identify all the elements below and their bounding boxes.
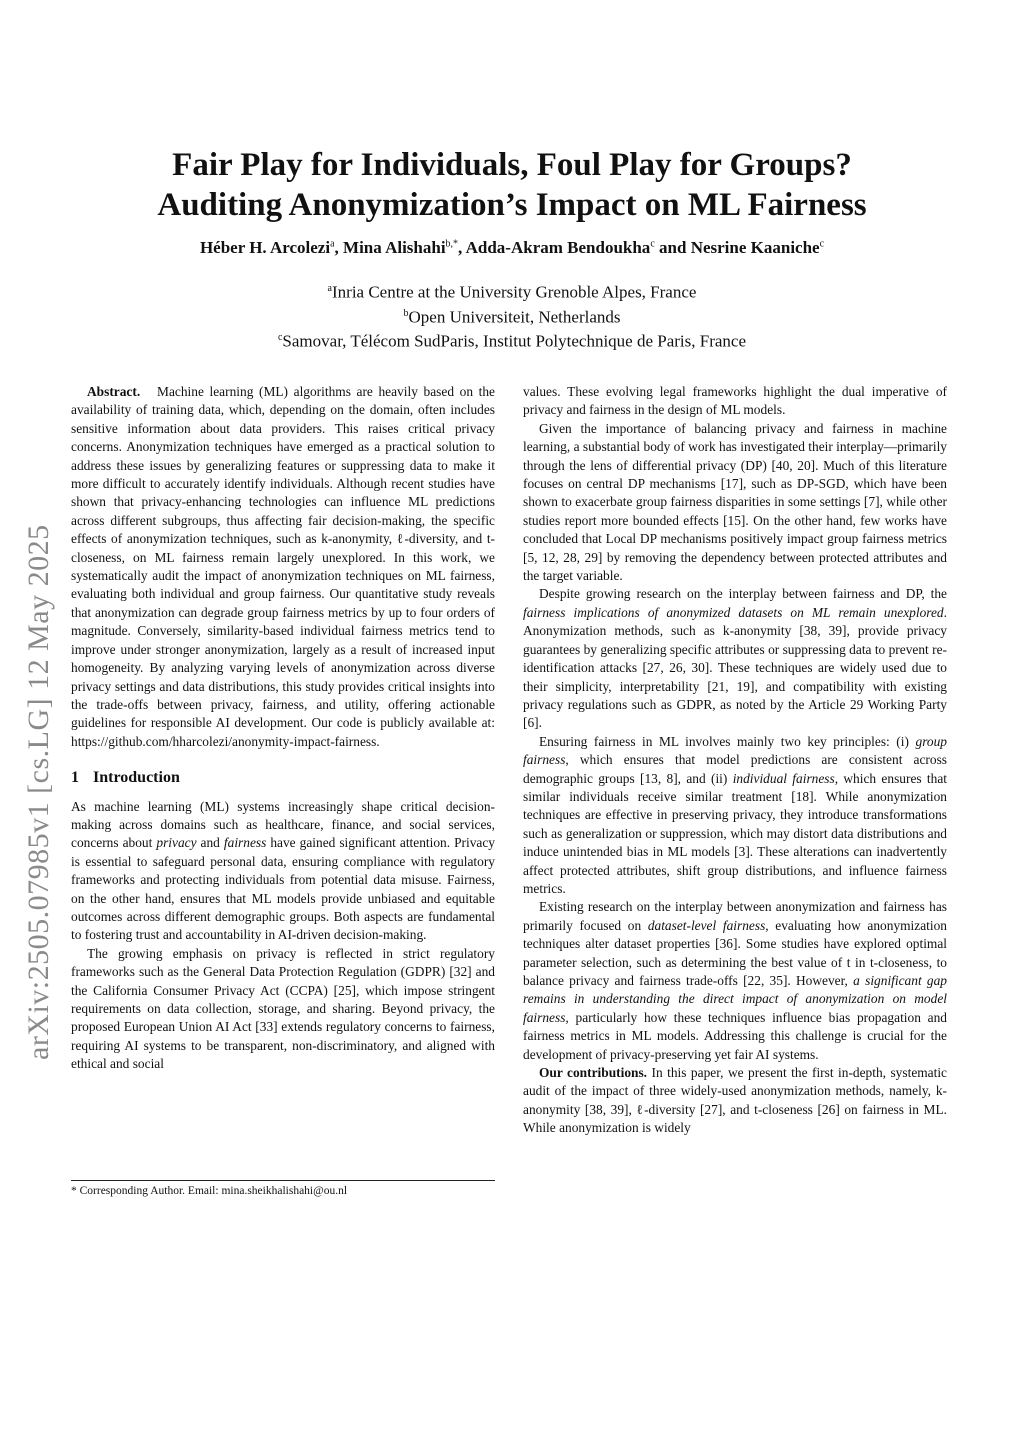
arxiv-sidebar-id: arXiv:2505.07985v1 [cs.LG] 12 May 2025 — [22, 524, 55, 1060]
author-separator: , — [458, 238, 466, 257]
text-run: and — [196, 835, 224, 851]
emphasis-run: fairness implications of anonymized datasets on ML remain unexplored — [523, 604, 944, 620]
right-paragraph-5 — [523, 1064, 947, 1138]
author-affil-mark: c — [819, 238, 825, 250]
affiliation — [80, 303, 944, 328]
section-number: 1 — [71, 769, 79, 787]
author-name: Nesrine Kaaniche — [690, 238, 820, 257]
text-run: Ensuring fairness in ML involves mainly two key principles: (i) — [539, 733, 916, 749]
emphasis-dataset-level-fairness: dataset-level fairness — [647, 917, 766, 933]
affiliation-mark: b — [403, 307, 409, 319]
abstract-paragraph — [71, 383, 495, 751]
author-affil-mark: c — [650, 238, 655, 250]
affiliation — [80, 327, 944, 352]
right-paragraph-4 — [523, 898, 947, 1064]
text-run: , which ensures that model predictions are consistent across demographic groups [13, 8], and (ii) — [523, 752, 947, 786]
text-run: , particularly how these techniques influence bias propagation and fairness metrics in ML models. Addressing this challenge is crucial for the development of privacy-preserving yet fair AI systems. — [523, 1009, 947, 1062]
author-name: Mina Alishahi — [343, 238, 446, 257]
affiliation-mark: c — [277, 332, 283, 344]
text-run: , evaluating how anonymization techniques alter dataset properties [36]. Some studies have explored optimal parameter selection, such as determining the best value of t in t-closeness, to balance privacy and fairness trade-offs [22, 35]. However, — [523, 917, 947, 988]
title-line-1: Fair Play for Individuals, Foul Play for Groups? — [172, 147, 852, 183]
author-name: Héber H. Arcolezi — [199, 238, 331, 257]
abstract-label: Abstract. — [87, 384, 141, 399]
text-run: As machine learning (ML) systems increasingly shape critical decision-making across domains such as healthcare, finance, and social services, concerns about — [71, 798, 495, 851]
left-column — [71, 383, 495, 1074]
affiliation-list — [80, 278, 944, 352]
contributions-label: Our contributions. — [539, 1065, 648, 1081]
affiliation-text: Open Universiteit, Netherlands — [408, 307, 621, 327]
author-affil-mark: b,* — [445, 238, 459, 250]
author-affil-mark: a — [330, 238, 335, 250]
affiliation-text: Inria Centre at the University Grenoble Alpes, France — [332, 282, 697, 302]
emphasis-individual-fairness: individual fairness — [732, 770, 835, 786]
text-run: have gained significant attention. Privacy is essential to safeguard personal data, ensuring compliance with regulatory frameworks and protecting individuals from potential data misuse. Fairness, on the other hand, ensures that ML models provide unbiased and equitable outcomes across different demographic groups. Both aspects are fundamental to fostering trust and accountability in AI-driven decision-making. — [71, 835, 496, 943]
title-line-2: Auditing Anonymization’s Impact on ML Fairness — [157, 187, 867, 223]
intro-paragraph-2: The growing emphasis on privacy is reflected in strict regulatory frameworks such as the General Data Protection Regulation (GDPR) [32] and the California Consumer Privacy Act (CCPA) [25], which impose stringent requirements on data collection, storage, and sharing. Beyond privacy, the proposed European Union AI Act [33] extends regulatory concerns to fairness, requiring AI systems to be transparent, non-discriminatory, and aligned with ethical and social — [71, 945, 495, 1072]
author-list — [80, 238, 944, 258]
section-heading-introduction — [71, 769, 495, 787]
text-run: Existing research on the interplay between anonymization and fairness has primarily focused on — [523, 899, 947, 933]
right-paragraph-2 — [523, 585, 947, 732]
right-paragraph-0: values. These evolving legal frameworks highlight the dual imperative of privacy and fairness in the design of ML models. — [523, 384, 947, 418]
text-run: . Anonymization methods, such as k-anonymity [38, 39], provide privacy guarantees by generalizing specific attributes or suppressing data to prevent re-identification attacks [27, 26, 30]. These techniques are widely used due to their simplicity, interpretability [21, 19], and compatibility with existing privacy regulations such as GDPR, as noted by the Article 29 Working Party [6]. — [523, 604, 947, 731]
affiliation-text: Samovar, Télécom SudParis, Institut Polytechnique de Paris, France — [282, 331, 747, 351]
emphasis-fairness: fairness — [223, 835, 267, 851]
affiliation-mark: a — [327, 283, 332, 294]
text-run: , which ensures that similar individuals receive similar treatment [18]. While anonymization techniques are effective in preserving privacy, they introduce transformations such as generalization or suppression, which may distort data distributions and induce unintended bias in ML models [3]. These alterations can inadvertently affect protected attributes, shift group distributions, and influence fairness metrics. — [523, 770, 947, 896]
emphasis-group-fairness: group fairness — [523, 733, 947, 768]
section-title: Introduction — [93, 769, 180, 787]
emphasis-privacy: privacy — [156, 835, 197, 851]
intro-paragraph-1 — [71, 798, 495, 945]
author-name: Adda-Akram Bendoukha — [465, 238, 651, 257]
affiliation — [80, 278, 944, 303]
paper-title — [80, 145, 944, 225]
right-paragraph-1: Given the importance of balancing privacy and fairness in machine learning, a substantial body of work has investigated their interplay—primarily through the lens of differential privacy (DP) [40, 20]. Much of this literature focuses on central DP mechanisms [17], such as DP-SGD, which have been shown to exacerbate group fairness disparities in some settings [7], while other studies report more bounded effects [15]. On the other hand, few works have concluded that Local DP mechanisms positively impact group fairness metrics [5, 12, 28, 29] by removing the dependency between protected attributes and the target variable. — [523, 420, 947, 584]
author-separator: , — [334, 238, 344, 257]
author-separator: and — [654, 238, 691, 257]
footnote-corresponding-author: * Corresponding Author. Email: mina.sheikhalishahi@ou.nl — [71, 1180, 495, 1197]
text-run: In this paper, we present the first in-depth, systematic audit of the impact of three widely-used anonymization methods, namely, k-anonymity [38, 39], ℓ-diversity [27], and t-closeness [26] on fairness in ML. While anonymization is widely — [523, 1065, 947, 1136]
abstract-text: Machine learning (ML) algorithms are heavily based on the availability of training data, which, depending on the domain, often includes sensitive information about data providers. This raises critical privacy concerns. Anonymization techniques have emerged as a practical solution to address these issues by generalizing features or suppressing data to make it more difficult to accurately identify individuals. Although recent studies have shown that privacy-enhancing technologies can influence ML predictions across different subgroups, thus affecting fair decision-making, the specific effects of anonymization techniques, such as k-anonymity, ℓ-diversity, and t-closeness, on ML fairness remain largely unexplored. In this work, we systematically audit the impact of anonymization techniques on ML fairness, evaluating both individual and group fairness. Our quantitative study reveals that anonymization can degrade group fairness metrics by up to four orders of magnitude. Conversely, similarity-based individual fairness metrics tend to improve under stronger anonymization, largely as a result of increased input homogeneity. By analyzing varying levels of anonymization across diverse privacy settings and data distributions, this study provides critical insights into the trade-offs between privacy, fairness, and utility, offering actionable guidelines for responsible AI development. Our code is publicly available at: https://github.com/hharcolezi/anonymity-impact-fairness. — [71, 384, 495, 749]
emphasis-gap: a significant gap remains in understanding the direct impact of anonymization on model fairness — [523, 973, 948, 1025]
text-run: Despite growing research on the interplay between fairness and DP, the — [539, 586, 947, 602]
right-column — [523, 383, 947, 1138]
right-paragraph-3 — [523, 733, 947, 899]
